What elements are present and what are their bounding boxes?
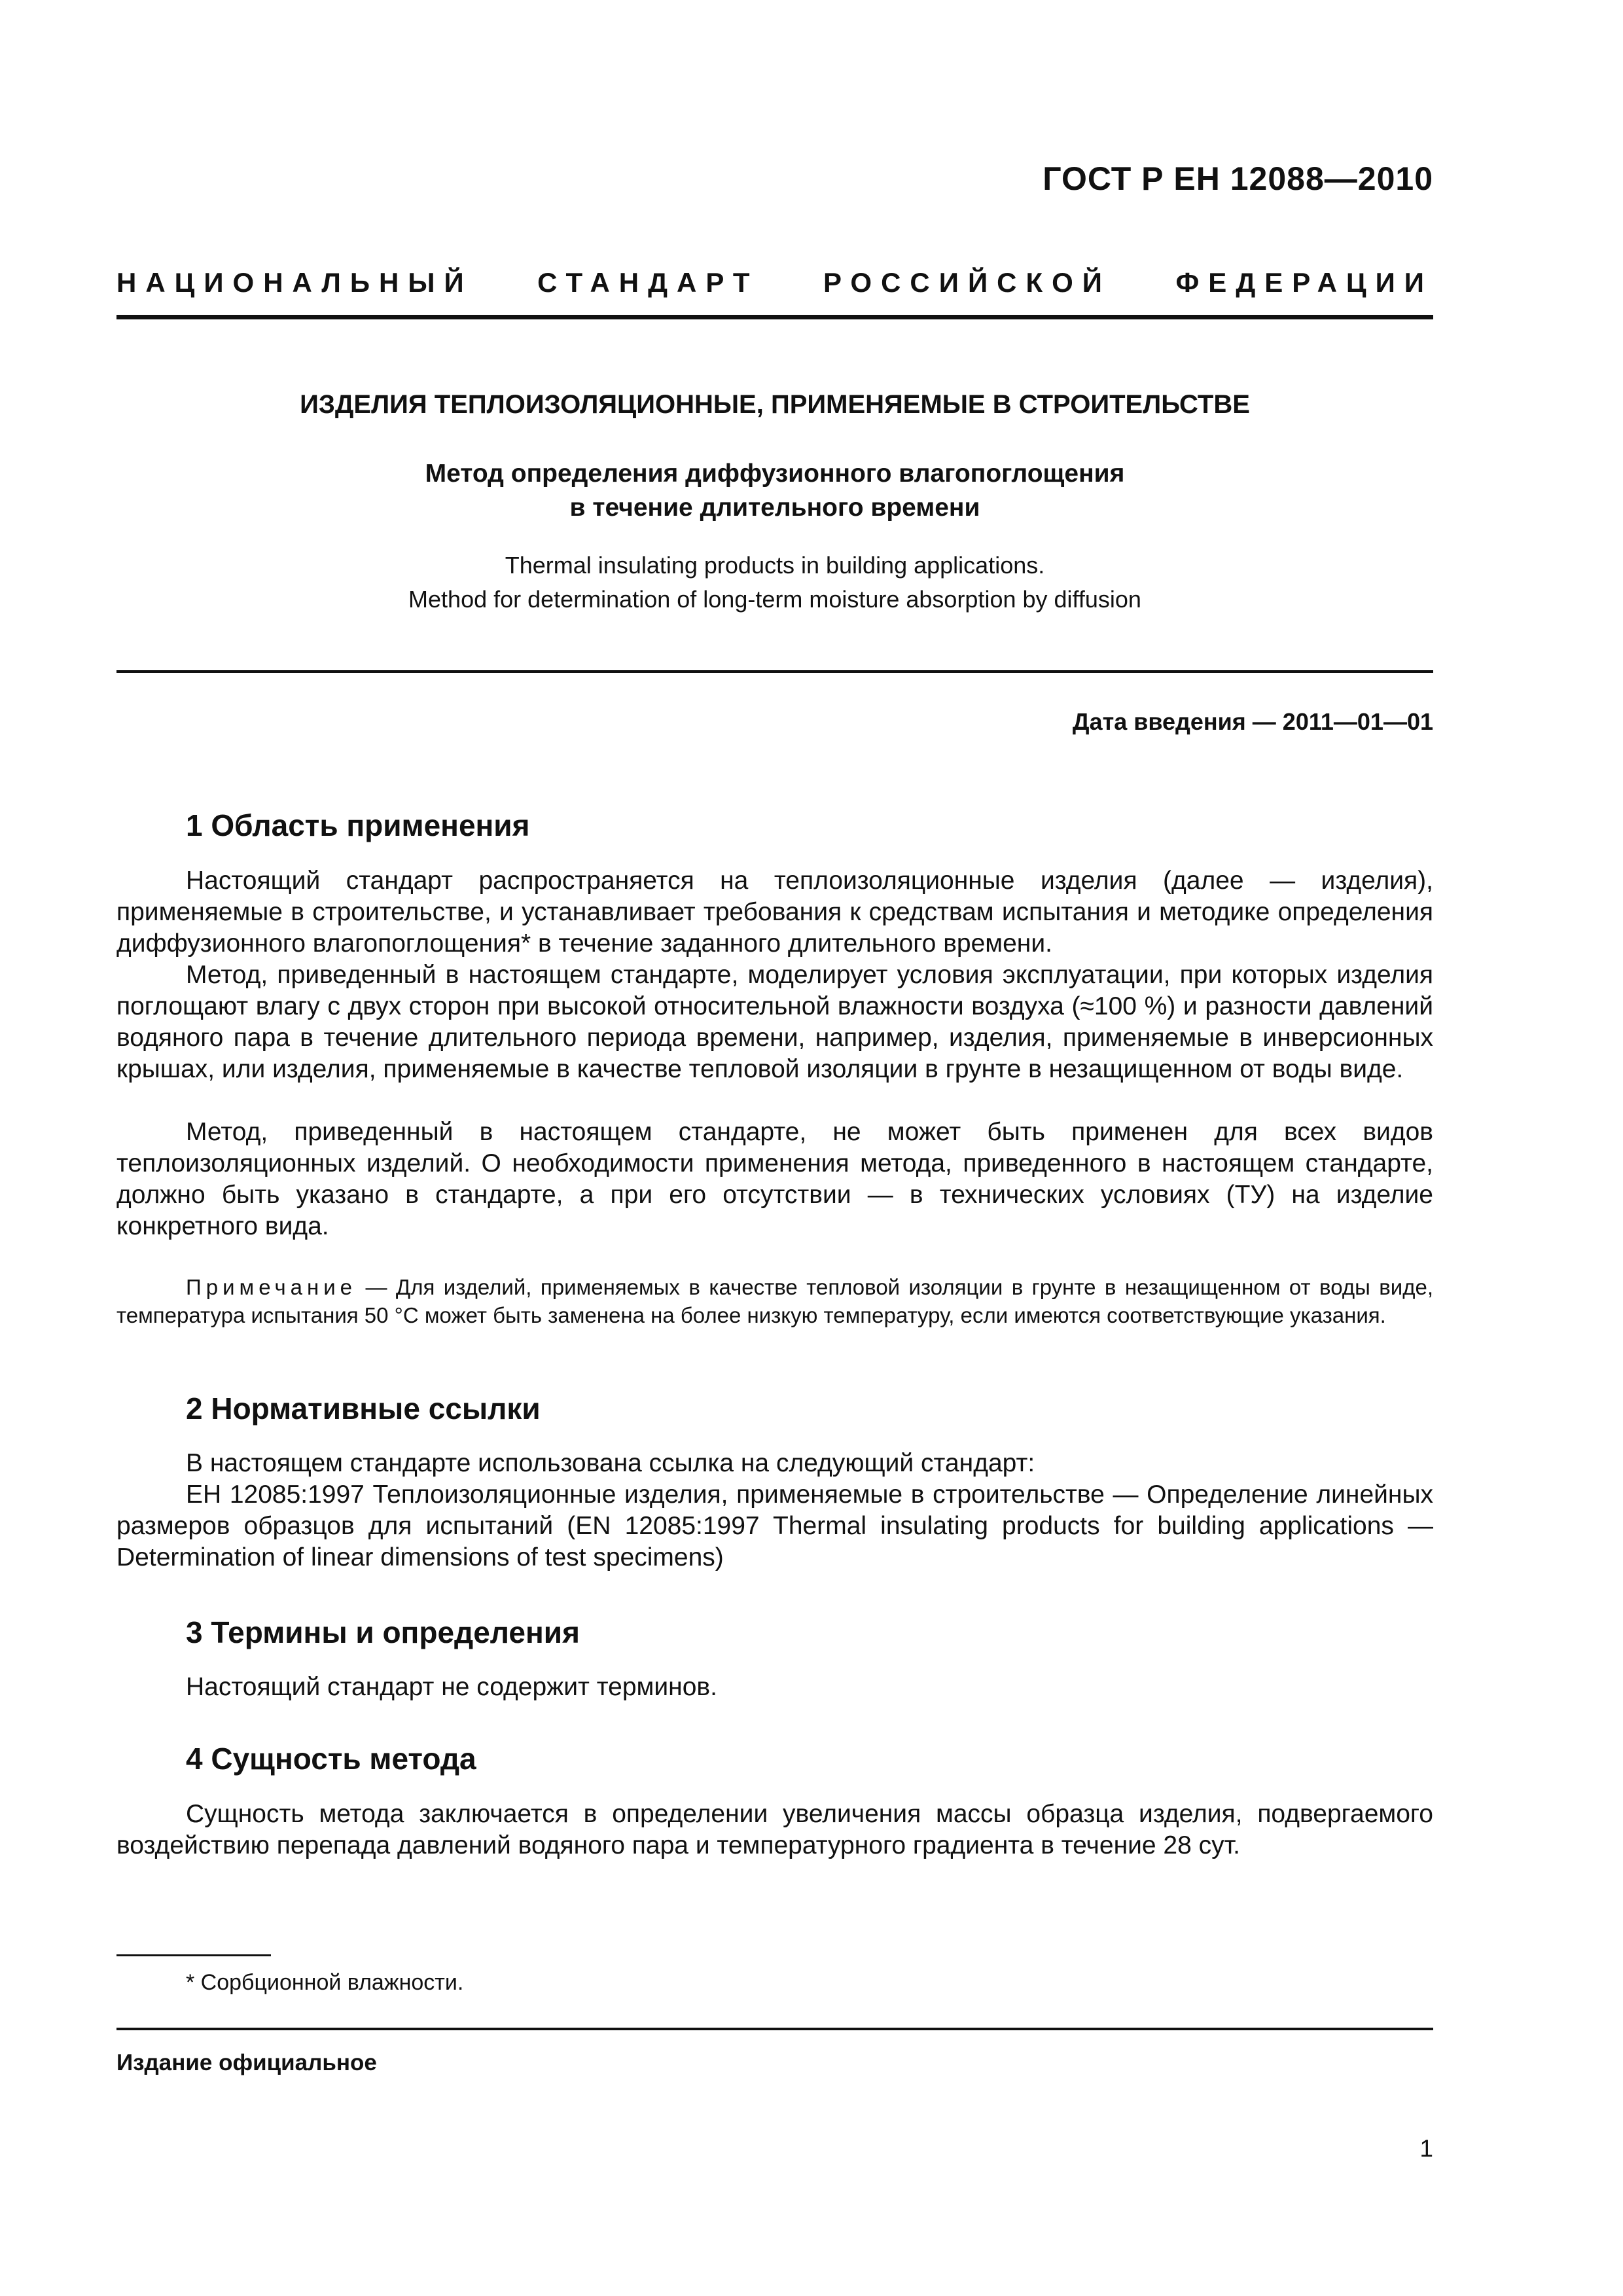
section-heading: 1 Область применения bbox=[186, 808, 530, 842]
note-label: Примечание bbox=[186, 1275, 357, 1299]
official-edition-label: Издание официальное bbox=[116, 2050, 377, 2075]
footnote-divider bbox=[116, 1954, 271, 1956]
banner-word: НАЦИОНАЛЬНЫЙ bbox=[116, 267, 473, 298]
english-title-line: Thermal insulating products in building applications. bbox=[505, 552, 1045, 579]
banner-word: РОССИЙСКОЙ bbox=[823, 267, 1111, 298]
subtitle-line: в течение длительного времени bbox=[569, 493, 980, 522]
paragraph: Метод, приведенный в настоящем стандарте, моделирует условия эксплуатации, при которых изделия поглощают влагу с двух сторон при высокой относительной влажности воздуха (≈100 %) и разности давлений водяного пара в течение длительного периода времени, например, изделия, применяемые в инверсионных крышах, или изделия, применяемые в качестве тепловой изоляции в грунте в незащищенном от воды виде. bbox=[116, 961, 1433, 1083]
document-subtitle bbox=[116, 457, 1433, 525]
banner-word: ФЕДЕРАЦИИ bbox=[1175, 267, 1433, 298]
paragraph: Настоящий стандарт распространяется на теплоизоляционные изделия (далее — изделия), применяемые в строительстве, и устанавливает требования к средствам испытания и методике определения диффузионного влагопоглощения* в течение заданного длительного времени. bbox=[116, 867, 1433, 958]
paragraph: Метод, приведенный в настоящем стандарте, не может быть применен для всех видов теплоизоляционных изделий. О необходимости применения метода, приведенного в настоящем стандарте, должно быть указано в стандарте, а при его отсутствии — в технических условиях (ТУ) на изделие конкретного вида. bbox=[116, 1118, 1433, 1240]
national-standard-banner bbox=[116, 267, 1433, 298]
gost-number: ГОСТ Р ЕН 12088—2010 bbox=[1043, 160, 1433, 197]
note bbox=[116, 1273, 1433, 1329]
section-heading: 3 Термины и определения bbox=[186, 1615, 580, 1649]
banner-word: СТАНДАРТ bbox=[537, 267, 759, 298]
document-title: ИЗДЕЛИЯ ТЕПЛОИЗОЛЯЦИОННЫЕ, ПРИМЕНЯЕМЫЕ В СТРОИТЕЛЬСТВЕ bbox=[300, 390, 1250, 419]
header-divider bbox=[116, 315, 1433, 319]
english-title-line: Method for determination of long-term moisture absorption by diffusion bbox=[408, 586, 1141, 613]
section-heading: 2 Нормативные ссылки bbox=[186, 1391, 541, 1426]
paragraph: ЕН 12085:1997 Теплоизоляционные изделия, применяемые в строительстве — Определение линейных размеров образцов для испытаний (EN 12085:1997 Thermal insulating products for building applications — Determination of linear dimensions of test specimens) bbox=[116, 1480, 1433, 1571]
date-of-introduction: Дата введения — 2011—01—01 bbox=[1072, 708, 1433, 735]
english-title bbox=[116, 548, 1433, 617]
paragraph: Сущность метода заключается в определении увеличения массы образца изделия, подвергаемого воздействию перепада давлений водяного пара и температурного градиента в течение 28 сут. bbox=[116, 1800, 1433, 1859]
paragraph: В настоящем стандарте использована ссылка на следующий стандарт: bbox=[186, 1449, 1035, 1477]
paragraph: Настоящий стандарт не содержит терминов. bbox=[186, 1673, 717, 1701]
footnote: * Сорбционной влажности. bbox=[186, 1970, 464, 1995]
note-text: — Для изделий, применяемых в качестве тепловой изоляции в грунте в незащищенном от воды виде, температура испытания 50 °С может быть заменена на более низкую температуру, если имеются соответствующие указания. bbox=[116, 1275, 1433, 1327]
title-divider bbox=[116, 670, 1433, 673]
document-page bbox=[116, 0, 1433, 2296]
page-number: 1 bbox=[1419, 2135, 1433, 2162]
subtitle-line: Метод определения диффузионного влагопоглощения bbox=[425, 459, 1125, 488]
section-heading: 4 Сущность метода bbox=[186, 1742, 476, 1776]
footer-divider bbox=[116, 2028, 1433, 2030]
